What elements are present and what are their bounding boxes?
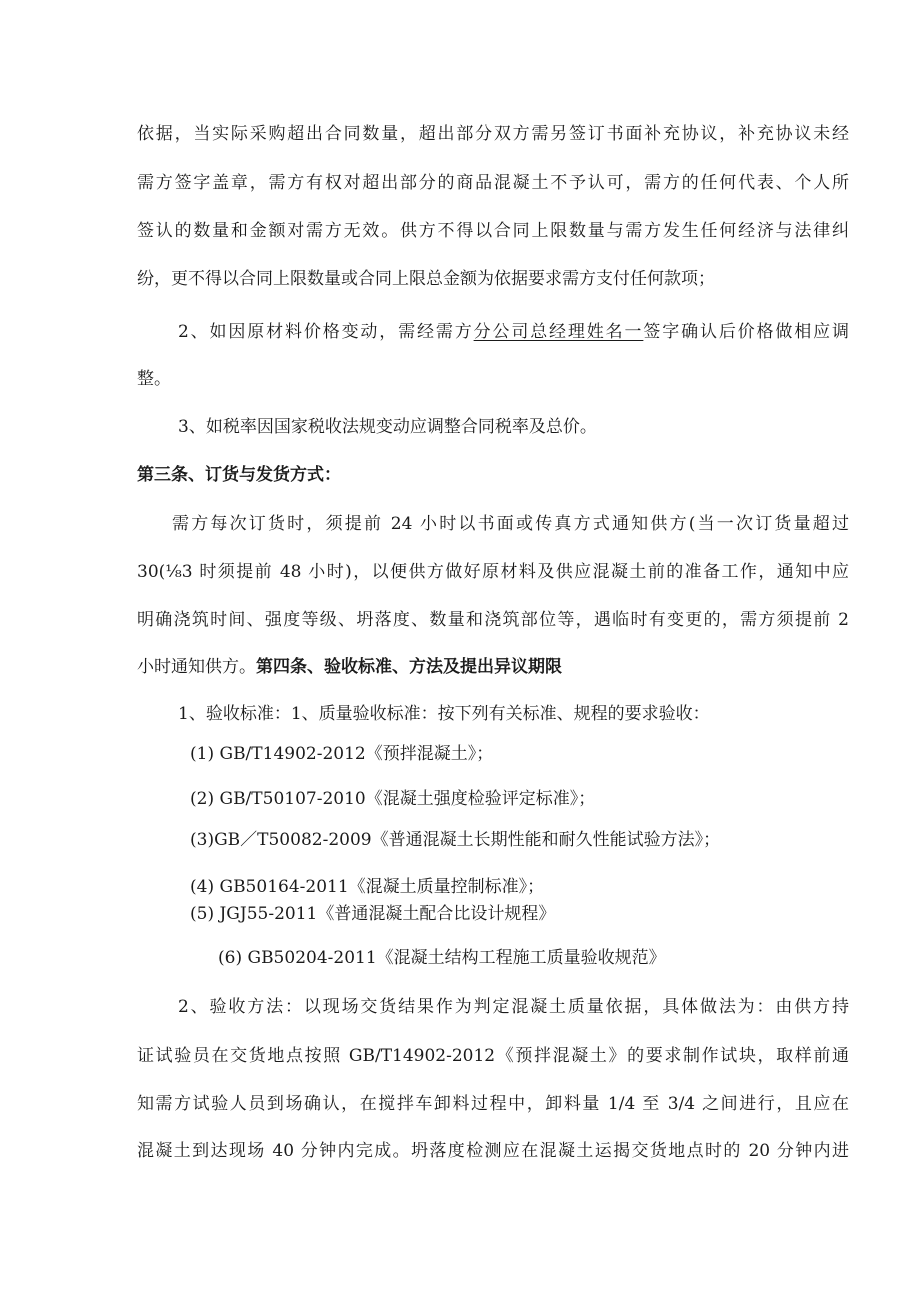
standard-item: (1) GB/T14902-2012《预拌混凝土》； [190,744,494,764]
item-2-suffix: 签字确认后价格做相应调 [643,322,849,342]
paragraph-line: 需方签字盖章，需方有权对超出部分的商品混凝土不予认可，需方的任何代表、个人所 [137,173,849,193]
item-2-continuation: 整。 [137,369,171,389]
standard-item: (4) GB50164-2011《混凝土质量控制标准》； [190,877,545,897]
standard-item: (3)GB／T50082-2009《普通混凝土长期性能和耐久性能试验方法》； [190,830,721,850]
standard-item: (5) JGJ55-2011《普通混凝土配合比设计规程》 [190,904,556,924]
article-3-line: 需方每次订货时，须提前 24 小时以书面或传真方式通知供方(当一次订货量超过 [172,514,849,534]
article-4-heading: 第四条、验收标准、方法及提出异议期限 [256,657,562,677]
method-line: 知需方试验人员到场确认，在搅拌车卸料过程中，卸料量 1/4 至 3/4 之间进行，且应在 [137,1094,849,1114]
acceptance-intro: 1、验收标准：1、质量验收标准：按下列有关标准、规程的要求验收： [178,704,710,724]
item-2-line [178,321,849,343]
article-3-line: 明确浇筑时间、强度等级、坍落度、数量和浇筑部位等，遇临时有变更的，需方须提前 2 [137,610,849,630]
article-3-last-line [137,656,562,678]
article-3-last-plain: 小时通知供方。 [137,657,256,677]
method-line: 混凝土到达现场 40 分钟内完成。坍落度检测应在混凝土运揭交货地点时的 20 分钟内进 [137,1141,849,1161]
standard-item: (2) GB/T50107-2010《混凝土强度检验评定标准》； [190,789,596,809]
article-3-heading: 第三条、订货与发货方式： [137,465,341,485]
paragraph-line: 依据，当实际采购超出合同数量，超出部分双方需另签订书面补充协议，补充协议未经 [137,124,849,144]
article-3-line: 30(⅛3 时须提前 48 小时)，以便供方做好原材料及供应混凝土前的准备工作，通知中应 [137,562,849,582]
item-3-line: 3、如税率因国家税收法规变动应调整合同税率及总价。 [178,417,597,437]
signatory-underlined: 分公司总经理姓名一 [473,322,644,342]
item-2-prefix: 2、如因原材料价格变动，需经需方 [178,322,474,342]
paragraph-line: 纷，更不得以合同上限数量或合同上限总金额为依据要求需方支付任何款项； [137,269,715,289]
method-line: 2、验收方法：以现场交货结果作为判定混凝土质量依据，具体做法为：由供方持 [178,997,849,1017]
method-line: 证试验员在交货地点按照 GB/T14902-2012《预拌混凝土》的要求制作试块，取样前通 [137,1046,849,1066]
paragraph-line: 签认的数量和金额对需方无效。供方不得以合同上限数量与需方发生任何经济与法律纠 [137,221,849,241]
standard-item: (6) GB50204-2011《混凝土结构工程施工质量验收规范》 [218,948,666,968]
